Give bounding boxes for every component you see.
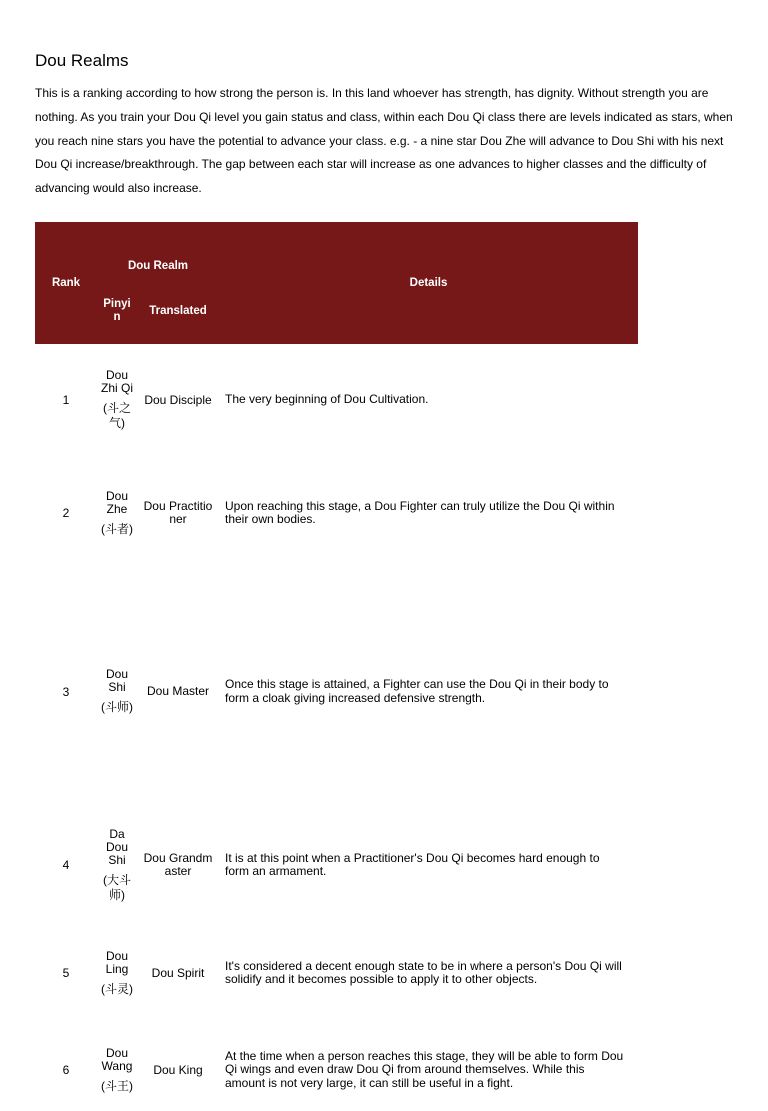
table-body [35, 344, 638, 1111]
row-translated: Dou Master [146, 684, 210, 698]
row-translated: Dou Grandmaster [143, 851, 213, 878]
row-rank: 4 [62, 858, 70, 872]
table-row [35, 917, 638, 1029]
row-translated: Dou Practitioner [143, 499, 213, 526]
row-pinyin: Dou Zhi Qi [100, 368, 133, 395]
row-details: It's considered a decent enough state to be in where a person's Dou Qi will solidify and it becomes possible to apply it to other objects. [225, 958, 622, 986]
header-dou-realm: Dou Realm [97, 222, 219, 278]
row-hanzi: (斗之气) [103, 401, 131, 430]
table-row [35, 344, 638, 456]
row-pinyin: Dou Ling [105, 948, 129, 976]
table-row [35, 1029, 638, 1111]
row-hanzi: (斗师) [101, 700, 133, 714]
row-pinyin: Dou Shi [105, 667, 128, 694]
row-hanzi: (斗王) [101, 1078, 133, 1093]
row-translated: Dou King [153, 1062, 203, 1077]
row-pinyin: Dou Wang [101, 1045, 133, 1073]
row-details: Once this stage is attained, a Fighter can use the Dou Qi in their body to form a cloak giving increased defensive strength. [225, 677, 609, 705]
row-rank: 1 [62, 393, 70, 407]
row-rank: 5 [62, 966, 70, 980]
row-details: At the time when a person reaches this stage, they will be able to form Dou Qi wings and even draw Dou Qi from around themselves. While this amount is not very large, it can still be useful in a fight. [225, 1049, 624, 1090]
header-details: Details [219, 222, 638, 344]
row-details: It is at this point when a Practitioner's Dou Qi becomes hard enough to form an armament. [225, 850, 600, 878]
row-pinyin: Dou Zhe [105, 488, 128, 516]
row-rank: 6 [62, 1063, 70, 1077]
header-pinyin: Pinyin [97, 278, 137, 344]
row-pinyin-cell [97, 813, 137, 917]
page-title: Dou Realms [35, 51, 129, 70]
row-pinyin: Da Dou Shi [105, 826, 128, 867]
row-hanzi: (斗灵) [101, 981, 133, 996]
table-row [35, 813, 638, 917]
row-hanzi: (大斗师) [103, 872, 131, 902]
header-translated: Translated [137, 278, 219, 344]
table-row [35, 570, 638, 813]
row-hanzi: (斗者) [101, 521, 133, 536]
dou-realms-table [35, 222, 638, 1111]
row-rank: 3 [62, 684, 70, 699]
row-details: Upon reaching this stage, a Dou Fighter can truly utilize the Dou Qi within their own bodies. [225, 498, 615, 526]
row-translated: Dou Spirit [151, 965, 205, 980]
row-pinyin-cell [97, 1029, 137, 1111]
row-details: The very beginning of Dou Cultivation. [225, 392, 429, 407]
table-row [35, 456, 638, 570]
row-pinyin-cell [97, 344, 137, 456]
row-pinyin-cell [97, 456, 137, 570]
table-header [35, 222, 638, 344]
row-rank: 2 [62, 506, 70, 520]
row-pinyin-cell [97, 917, 137, 1029]
intro-paragraph: This is a ranking according to how strong the person is. In this land whoever has strength, has dignity. Without strength you are nothing. As you train your Dou Qi level you gain status and class, within each Dou Qi class there are levels indicated as stars, when you reach nine stars you have the potential to advance your class. e.g. - a nine star Dou Zhe will advance to Dou Shi with his next Dou Qi increase/breakthrough. The gap between each star will increase as one advances to higher classes and the difficulty of advancing would also increase. [35, 86, 733, 196]
row-translated: Dou Disciple [144, 392, 212, 407]
row-pinyin-cell [97, 570, 137, 813]
header-rank: Rank [35, 222, 97, 344]
